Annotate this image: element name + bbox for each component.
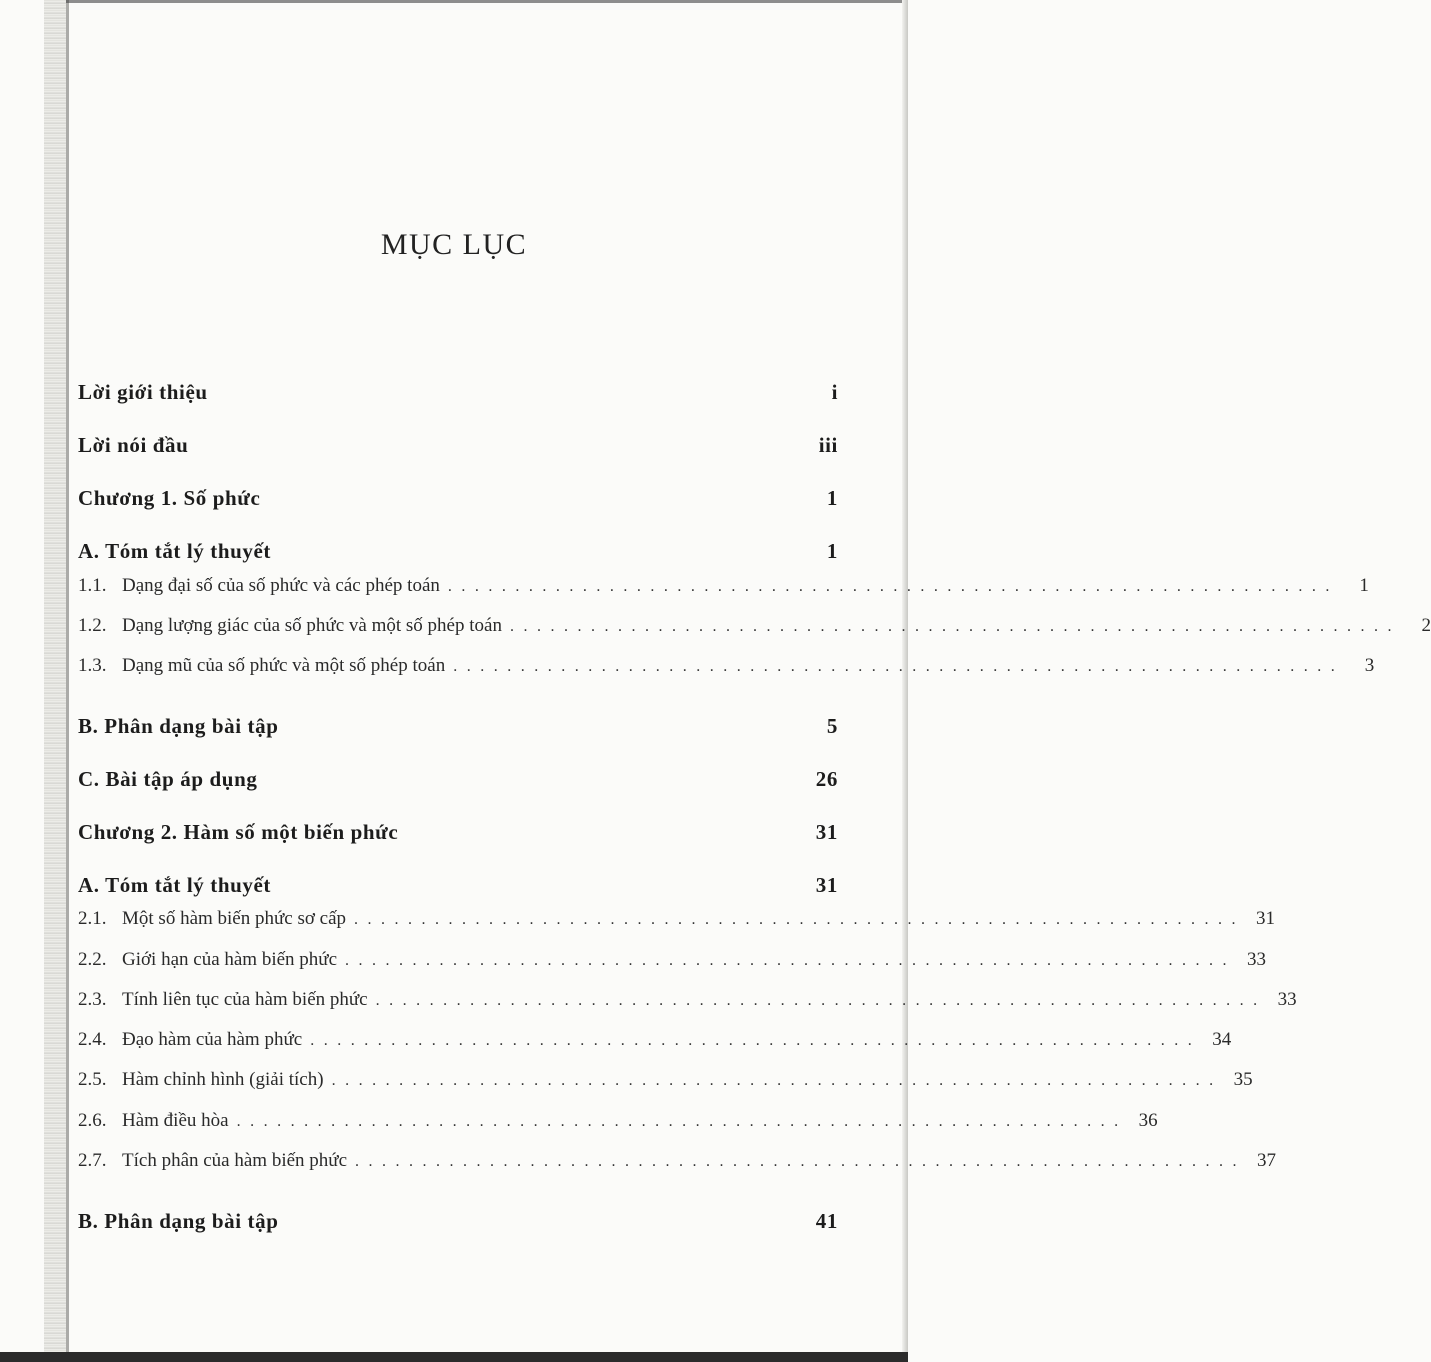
toc-entry-number: 1.3. <box>78 655 107 676</box>
page-title: MỤC LỤC <box>380 228 528 261</box>
toc-page-number: 33 <box>1247 949 1267 970</box>
toc-entry-label: Lời nói đầu <box>78 433 189 457</box>
toc-entry-label <box>78 1029 302 1051</box>
toc-page-number: 2 <box>1421 615 1431 636</box>
toc-entry-label: B. Phân dạng bài tập <box>78 1209 279 1233</box>
binding-edge <box>66 0 69 1362</box>
toc-entry-2-7[interactable] <box>78 1150 1277 1172</box>
toc-page-number: 1 <box>826 539 838 563</box>
toc-entry-number: 2.4. <box>78 1029 107 1050</box>
toc-page-number: 33 <box>1277 989 1297 1010</box>
toc-entry-2-4[interactable] <box>78 1029 1232 1051</box>
toc-dot-leader: .................................................................. <box>355 1153 1247 1170</box>
toc-entry-section-c[interactable] <box>78 767 838 792</box>
toc-entry-text: Tích phân của hàm biến phức <box>122 1150 348 1171</box>
toc-page-number: 37 <box>1257 1150 1277 1171</box>
toc-entry-label <box>78 1069 324 1091</box>
toc-entry-number: 2.1. <box>78 908 107 929</box>
toc-entry-text: Giới hạn của hàm biến phức <box>122 949 338 970</box>
toc-page-number: 5 <box>826 714 838 738</box>
toc-dot-leader: .................................................................. <box>310 1032 1202 1049</box>
toc-page-number: iii <box>818 433 838 457</box>
top-edge <box>66 0 908 3</box>
toc-entry-label <box>78 655 445 677</box>
toc-entry-label <box>78 575 440 597</box>
scan-gutter <box>44 0 66 1362</box>
toc-page-number: 36 <box>1138 1110 1158 1131</box>
toc-page-number: 26 <box>815 767 838 791</box>
toc-entry-text: Dạng đại số của số phức và các phép toán <box>122 575 440 596</box>
toc-dot-leader: .................................................................. <box>375 992 1267 1009</box>
toc-entry-label <box>78 949 337 971</box>
toc-dot-leader: .................................................................. <box>453 658 1345 675</box>
toc-entry-label: A. Tóm tắt lý thuyết <box>78 539 272 563</box>
toc-entry-number: 1.1. <box>78 575 107 596</box>
toc-entry-label <box>78 1150 347 1172</box>
toc-entry-label: Chương 1. Số phức <box>78 486 261 510</box>
toc-page-number: 35 <box>1233 1069 1253 1090</box>
toc-entry-label: Chương 2. Hàm số một biến phức <box>78 820 399 844</box>
toc-entry-label: C. Bài tập áp dụng <box>78 767 258 791</box>
toc-entry-label <box>78 1110 229 1132</box>
toc-dot-leader: .................................................................. <box>354 911 1246 928</box>
toc-page-number: 1 <box>826 486 838 510</box>
toc-entry-1-1[interactable] <box>78 575 1369 597</box>
toc-entry-number: 2.6. <box>78 1110 107 1131</box>
toc-entry-text: Dạng mũ của số phức và một số phép toán <box>122 655 446 676</box>
toc-entry-label <box>78 989 368 1011</box>
bottom-edge <box>0 1352 908 1362</box>
toc-entry-label <box>78 908 346 930</box>
toc-page-number: 31 <box>815 820 838 844</box>
toc-dot-leader: .................................................................. <box>331 1072 1223 1089</box>
toc-entry-text: Đạo hàm của hàm phức <box>122 1029 303 1050</box>
toc-page-number: 1 <box>1359 575 1369 596</box>
toc-entry-text: Tính liên tục của hàm biến phức <box>122 989 368 1010</box>
toc-entry-number: 2.3. <box>78 989 107 1010</box>
toc-entry-loi-gioi-thieu[interactable] <box>78 380 838 405</box>
toc-entry-text: Hàm điều hòa <box>122 1110 229 1131</box>
toc-entry-chapter-2[interactable] <box>78 820 838 845</box>
toc-entry-number: 2.5. <box>78 1069 107 1090</box>
toc-dot-leader: .................................................................. <box>345 952 1237 969</box>
toc-entry-text: Một số hàm biến phức sơ cấp <box>122 908 347 929</box>
toc-entry-loi-noi-dau[interactable] <box>78 433 838 458</box>
toc-entry-2-3[interactable] <box>78 989 1297 1011</box>
toc-page-number: 31 <box>1256 908 1276 929</box>
toc-entry-2-2[interactable] <box>78 949 1267 971</box>
toc-page-number: i <box>831 380 838 404</box>
toc-entry-section-b[interactable] <box>78 714 838 739</box>
toc-entry-2-6[interactable] <box>78 1110 1158 1132</box>
toc-entry-number: 1.2. <box>78 615 107 636</box>
toc-page-number: 31 <box>815 873 838 897</box>
toc-entry-label: Lời giới thiệu <box>78 380 208 404</box>
toc-entry-2-1[interactable] <box>78 908 1276 930</box>
toc-entry-text: Hàm chỉnh hình (giải tích) <box>122 1069 324 1090</box>
toc-entry-number: 2.7. <box>78 1150 107 1171</box>
toc-dot-leader: .................................................................. <box>236 1113 1128 1130</box>
toc-entry-chapter-1[interactable] <box>78 486 838 511</box>
toc-page-number: 34 <box>1212 1029 1232 1050</box>
toc-entry-section-b[interactable] <box>78 1209 838 1234</box>
toc-dot-leader: .................................................................. <box>447 578 1339 595</box>
toc-entry-text: Dạng lượng giác của số phức và một số phép toán <box>122 615 502 636</box>
toc-entry-label <box>78 615 502 637</box>
toc-page-number: 3 <box>1364 655 1375 676</box>
toc-entry-label: A. Tóm tắt lý thuyết <box>78 873 272 897</box>
toc-entry-label: B. Phân dạng bài tập <box>78 714 279 738</box>
toc-entry-2-5[interactable] <box>78 1069 1253 1091</box>
toc-entry-number: 2.2. <box>78 949 107 970</box>
toc-entry-1-2[interactable] <box>78 615 1431 637</box>
toc-entry-1-3[interactable] <box>78 655 1375 677</box>
toc-entry-section-a[interactable] <box>78 539 838 564</box>
toc-entry-section-a[interactable] <box>78 873 838 898</box>
toc-page-number: 41 <box>815 1209 838 1233</box>
toc-dot-leader: .................................................................. <box>509 618 1401 635</box>
